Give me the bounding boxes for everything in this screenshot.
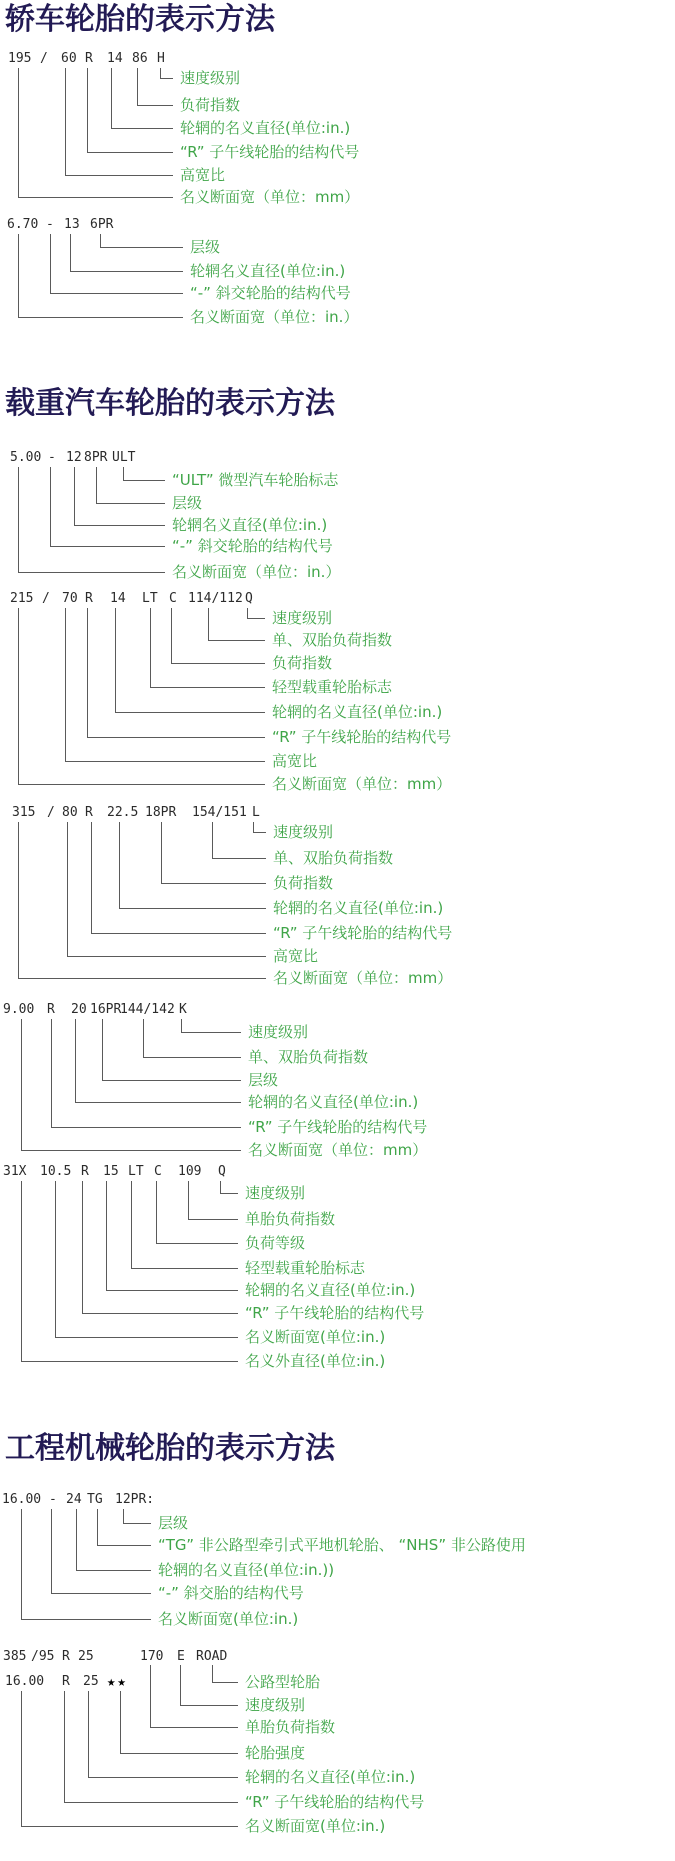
tire-code-token: LT — [128, 1164, 144, 1179]
code-meaning-label: 轮辋的名义直径(单位:in.) — [272, 703, 443, 721]
connector-vline — [150, 608, 151, 688]
connector-hline — [64, 1802, 238, 1803]
tire-code-token: H — [157, 51, 165, 66]
connector-vline — [65, 608, 66, 762]
connector-hline — [208, 640, 265, 641]
connector-vline — [96, 467, 97, 504]
connector-hline — [111, 128, 173, 129]
tire-code-token: ★★ — [107, 1674, 128, 1690]
connector-hline — [123, 1523, 151, 1524]
code-meaning-label: 公路型轮胎 — [245, 1673, 321, 1691]
tire-code-token: 14 — [110, 591, 126, 606]
connector-vline — [208, 608, 209, 641]
code-meaning-label: “R” 子午线轮胎的结构代号 — [180, 143, 360, 161]
connector-vline — [119, 822, 120, 909]
connector-hline — [87, 152, 173, 153]
code-meaning-label: 速度级别 — [245, 1184, 306, 1202]
tire-code-token: R — [62, 1649, 70, 1664]
connector-vline — [50, 467, 51, 547]
code-meaning-label: “R” 子午线轮胎的结构代号 — [248, 1118, 428, 1136]
connector-vline — [65, 68, 66, 176]
tire-code-token: 16.00 — [2, 1492, 42, 1507]
connector-hline — [160, 78, 173, 79]
tire-code-token: 16PR — [90, 1002, 122, 1017]
code-meaning-label: 高宽比 — [273, 947, 319, 965]
connector-hline — [247, 618, 265, 619]
tire-code-token: 215 — [10, 591, 34, 606]
connector-hline — [50, 293, 183, 294]
tire-code-token: 195 — [8, 51, 32, 66]
section-title: 载重汽车轮胎的表示方法 — [5, 386, 335, 421]
tire-code-token: 14 — [107, 51, 123, 66]
tire-code-token: 6PR — [90, 217, 114, 232]
connector-hline — [100, 247, 183, 248]
connector-hline — [212, 858, 266, 859]
connector-vline — [123, 1509, 124, 1524]
code-meaning-label: “TG” 非公路型牵引式平地机轮胎、 “NHS” 非公路使用 — [158, 1536, 526, 1554]
code-meaning-label: 名义断面宽(单位:in.) — [158, 1610, 299, 1628]
code-meaning-label: 层级 — [190, 238, 221, 256]
tire-code-token: - — [46, 217, 54, 232]
connector-vline — [188, 1181, 189, 1220]
connector-vline — [150, 1665, 151, 1728]
tire-code-token: 24 — [66, 1492, 82, 1507]
tire-code-token: 16.00 — [5, 1674, 45, 1689]
code-meaning-label: 单、双胎负荷指数 — [273, 849, 394, 867]
connector-vline — [212, 822, 213, 859]
connector-vline — [91, 822, 92, 934]
connector-hline — [55, 1337, 238, 1338]
connector-vline — [87, 608, 88, 738]
tire-code-token: 13 — [64, 217, 80, 232]
connector-vline — [67, 822, 68, 957]
tire-code-token: C — [154, 1164, 162, 1179]
connector-hline — [180, 1705, 238, 1706]
connector-hline — [91, 933, 266, 934]
connector-vline — [180, 1665, 181, 1706]
connector-hline — [21, 1826, 238, 1827]
connector-vline — [18, 608, 19, 785]
connector-vline — [50, 234, 51, 294]
tire-code-token: 315 — [12, 805, 36, 820]
connector-hline — [97, 1545, 151, 1546]
code-meaning-label: 单胎负荷指数 — [245, 1210, 336, 1228]
section-title: 轿车轮胎的表示方法 — [5, 2, 275, 37]
tire-code-token: / — [42, 591, 50, 606]
connector-vline — [106, 1181, 107, 1291]
connector-hline — [181, 1032, 241, 1033]
tire-code-token: 80 — [62, 805, 78, 820]
code-meaning-label: 负荷指数 — [180, 96, 241, 114]
tire-code-token: R — [85, 591, 93, 606]
tire-code-token: 144/142 — [120, 1002, 175, 1017]
connector-vline — [156, 1181, 157, 1244]
tire-code-token: 170 — [140, 1649, 164, 1664]
section-title: 工程机械轮胎的表示方法 — [5, 1431, 335, 1466]
code-meaning-label: 名义外直径(单位:in.) — [245, 1352, 386, 1370]
connector-vline — [161, 822, 162, 884]
code-meaning-label: 层级 — [248, 1071, 279, 1089]
connector-hline — [65, 761, 265, 762]
code-meaning-label: 轮辋的名义直径(单位:in.) — [245, 1281, 416, 1299]
code-meaning-label: 轮辋的名义直径(单位:in.) — [273, 899, 444, 917]
tire-code-token: 154/151 — [192, 805, 247, 820]
code-meaning-label: 轮辋名义直径(单位:in.) — [172, 516, 328, 534]
connector-vline — [18, 68, 19, 198]
code-meaning-label: “R” 子午线轮胎的结构代号 — [245, 1793, 425, 1811]
tire-code-token: R — [47, 1002, 55, 1017]
code-meaning-label: 负荷指数 — [273, 874, 334, 892]
connector-vline — [51, 1019, 52, 1128]
connector-vline — [212, 1665, 213, 1683]
code-meaning-label: 轮辋的名义直径(单位:in.) — [180, 119, 351, 137]
connector-vline — [18, 234, 19, 318]
code-meaning-label: 高宽比 — [272, 752, 318, 770]
code-meaning-label: 名义断面宽（单位：in.） — [190, 308, 359, 326]
code-meaning-label: “R” 子午线轮胎的结构代号 — [273, 924, 453, 942]
code-meaning-label: “R” 子午线轮胎的结构代号 — [245, 1304, 425, 1322]
connector-hline — [115, 712, 265, 713]
connector-hline — [65, 175, 173, 176]
connector-vline — [97, 1509, 98, 1546]
connector-vline — [75, 1019, 76, 1103]
connector-vline — [115, 608, 116, 713]
tire-code-token: 114/112 — [188, 591, 243, 606]
connector-vline — [70, 234, 71, 272]
connector-hline — [18, 784, 265, 785]
code-meaning-label: 负荷指数 — [272, 654, 333, 672]
connector-vline — [100, 234, 101, 248]
code-meaning-label: 层级 — [158, 1514, 189, 1532]
connector-hline — [120, 1753, 238, 1754]
connector-hline — [70, 271, 183, 272]
tire-code-token: 25 — [83, 1674, 99, 1689]
tire-code-token: L — [252, 805, 260, 820]
connector-vline — [55, 1181, 56, 1338]
connector-hline — [212, 1682, 238, 1683]
code-meaning-label: “ULT” 微型汽车轮胎标志 — [172, 471, 339, 489]
tire-code-token: 86 — [132, 51, 148, 66]
tire-code-token: 12 — [66, 450, 82, 465]
code-meaning-label: 轮辋的名义直径(单位:in.) — [248, 1093, 419, 1111]
code-meaning-label: 负荷等级 — [245, 1234, 306, 1252]
connector-vline — [21, 1181, 22, 1362]
connector-hline — [21, 1361, 238, 1362]
connector-hline — [21, 1150, 241, 1151]
connector-vline — [143, 1019, 144, 1058]
tire-code-token: 385 — [3, 1649, 27, 1664]
tire-code-token: 6.70 — [7, 217, 39, 232]
code-meaning-label: 速度级别 — [272, 609, 333, 627]
connector-vline — [74, 467, 75, 526]
code-meaning-label: 轻型载重轮胎标志 — [272, 678, 393, 696]
code-meaning-label: 单、双胎负荷指数 — [248, 1048, 369, 1066]
connector-hline — [87, 737, 265, 738]
tire-code-token: ULT — [112, 450, 136, 465]
connector-hline — [74, 525, 165, 526]
code-meaning-label: 名义断面宽（单位：in.） — [172, 563, 341, 581]
tire-code-token: R — [85, 51, 93, 66]
connector-hline — [82, 1313, 238, 1314]
connector-hline — [51, 1593, 151, 1594]
connector-vline — [131, 1181, 132, 1269]
connector-vline — [87, 68, 88, 153]
tire-code-token: E — [177, 1649, 185, 1664]
connector-hline — [156, 1243, 238, 1244]
connector-vline — [111, 68, 112, 129]
tire-code-token: C — [169, 591, 177, 606]
tire-code-token: 10.5 — [40, 1164, 72, 1179]
connector-hline — [50, 546, 165, 547]
connector-hline — [119, 908, 266, 909]
tire-code-token: 25 — [78, 1649, 94, 1664]
code-meaning-label: 速度级别 — [273, 823, 334, 841]
tire-code-token: 60 — [61, 51, 77, 66]
connector-hline — [123, 480, 165, 481]
tire-code-token: TG — [87, 1492, 103, 1507]
connector-vline — [181, 1019, 182, 1033]
connector-hline — [67, 956, 266, 957]
code-meaning-label: 轮辋的名义直径(单位:in.)) — [158, 1561, 335, 1579]
connector-hline — [150, 1727, 238, 1728]
tire-code-token: R — [62, 1674, 70, 1689]
connector-vline — [21, 1509, 22, 1620]
connector-hline — [18, 978, 266, 979]
connector-vline — [120, 1691, 121, 1754]
connector-vline — [64, 1691, 65, 1803]
tire-code-token: / — [47, 805, 55, 820]
connector-hline — [102, 1080, 241, 1081]
tire-code-token: 5.00 — [10, 450, 42, 465]
code-meaning-label: 名义断面宽（单位：mm） — [272, 775, 452, 793]
tire-code-token: - — [48, 450, 56, 465]
code-meaning-label: 层级 — [172, 494, 203, 512]
connector-vline — [76, 1509, 77, 1571]
connector-hline — [88, 1777, 238, 1778]
connector-hline — [188, 1219, 238, 1220]
code-meaning-label: 名义断面宽（单位：mm） — [180, 188, 360, 206]
connector-hline — [253, 832, 266, 833]
tire-code-token: LT — [142, 591, 158, 606]
connector-hline — [150, 687, 265, 688]
tire-code-token: 109 — [178, 1164, 202, 1179]
connector-hline — [96, 503, 165, 504]
connector-vline — [18, 467, 19, 573]
tire-code-token: / — [40, 51, 48, 66]
code-meaning-label: 轮辋名义直径(单位:in.) — [190, 262, 346, 280]
connector-vline — [21, 1019, 22, 1151]
code-meaning-label: 单胎负荷指数 — [245, 1718, 336, 1736]
connector-hline — [18, 197, 173, 198]
code-meaning-label: 单、双胎负荷指数 — [272, 631, 393, 649]
code-meaning-label: “-” 斜交胎的结构代号 — [158, 1584, 304, 1602]
code-meaning-label: 名义断面宽(单位:in.) — [245, 1328, 386, 1346]
connector-hline — [220, 1193, 238, 1194]
tire-code-token: 22.5 — [107, 805, 139, 820]
connector-hline — [51, 1127, 241, 1128]
code-meaning-label: 轮胎强度 — [245, 1744, 306, 1762]
connector-hline — [161, 883, 266, 884]
connector-hline — [18, 317, 183, 318]
tire-code-token: Q — [245, 591, 253, 606]
connector-hline — [143, 1057, 241, 1058]
connector-hline — [18, 572, 165, 573]
code-meaning-label: 名义断面宽（单位：mm） — [248, 1141, 428, 1159]
tire-code-token: 18PR — [145, 805, 177, 820]
tire-code-token: ROAD — [196, 1649, 228, 1664]
connector-vline — [21, 1691, 22, 1827]
tire-code-token: Q — [218, 1164, 226, 1179]
code-meaning-label: 高宽比 — [180, 166, 226, 184]
tire-code-token: 9.00 — [3, 1002, 35, 1017]
connector-vline — [123, 467, 124, 481]
connector-vline — [137, 68, 138, 106]
connector-vline — [102, 1019, 103, 1081]
connector-hline — [137, 105, 173, 106]
connector-vline — [82, 1181, 83, 1314]
code-meaning-label: “-” 斜交轮胎的结构代号 — [172, 537, 333, 555]
connector-vline — [88, 1691, 89, 1778]
connector-hline — [76, 1570, 151, 1571]
code-meaning-label: 名义断面宽（单位：mm） — [273, 969, 453, 987]
tire-code-token: /95 — [31, 1649, 55, 1664]
code-meaning-label: “R” 子午线轮胎的结构代号 — [272, 728, 452, 746]
tire-code-token: 15 — [103, 1164, 119, 1179]
connector-hline — [171, 663, 265, 664]
connector-vline — [18, 822, 19, 979]
connector-vline — [171, 608, 172, 664]
tire-code-token: - — [49, 1492, 57, 1507]
code-meaning-label: 轮辋的名义直径(单位:in.) — [245, 1768, 416, 1786]
connector-hline — [21, 1619, 151, 1620]
connector-hline — [106, 1290, 238, 1291]
tire-code-token: K — [179, 1002, 187, 1017]
tire-code-token: 31X — [3, 1164, 27, 1179]
tire-code-token: R — [81, 1164, 89, 1179]
code-meaning-label: 轻型载重轮胎标志 — [245, 1259, 366, 1277]
connector-hline — [131, 1268, 238, 1269]
code-meaning-label: 速度级别 — [180, 69, 241, 87]
tire-code-token: R — [85, 805, 93, 820]
code-meaning-label: 速度级别 — [248, 1023, 309, 1041]
tire-code-token: 70 — [62, 591, 78, 606]
code-meaning-label: 名义断面宽(单位:in.) — [245, 1817, 386, 1835]
connector-hline — [75, 1102, 241, 1103]
tire-code-token: 20 — [71, 1002, 87, 1017]
tire-code-token: 8PR — [84, 450, 108, 465]
connector-vline — [51, 1509, 52, 1594]
tire-code-token: 12PR: — [115, 1492, 155, 1507]
code-meaning-label: 速度级别 — [245, 1696, 306, 1714]
code-meaning-label: “-” 斜交轮胎的结构代号 — [190, 284, 351, 302]
